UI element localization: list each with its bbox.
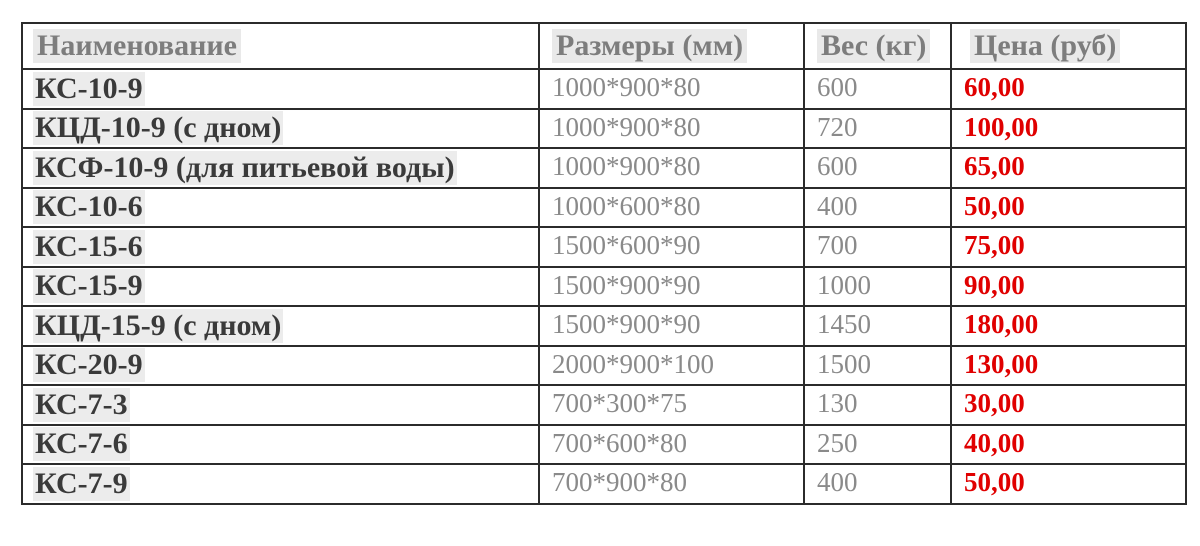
cell-weight: 1000 [804,267,951,307]
cell-price: 60,00 [951,69,1186,109]
table-row [22,109,1186,149]
header-price: Цена (руб) [951,23,1186,69]
cell-name: КС-15-9 [22,267,539,307]
price-table [21,22,1187,505]
cell-size: 2000*900*100 [539,346,804,386]
table-row [22,346,1186,386]
cell-name: КС-10-6 [22,188,539,228]
cell-weight: 1500 [804,346,951,386]
cell-price: 75,00 [951,227,1186,267]
header-size: Размеры (мм) [539,23,804,69]
cell-weight: 700 [804,227,951,267]
cell-price: 40,00 [951,425,1186,465]
cell-price: 50,00 [951,188,1186,228]
cell-weight: 720 [804,109,951,149]
cell-price: 100,00 [951,109,1186,149]
cell-name: КС-7-3 [22,385,539,425]
table-row [22,188,1186,228]
cell-weight: 400 [804,464,951,504]
cell-size: 1000*900*80 [539,69,804,109]
table-row [22,227,1186,267]
cell-size: 1500*900*90 [539,306,804,346]
cell-name: КЦД-10-9 (с дном) [22,109,539,149]
cell-size: 700*600*80 [539,425,804,465]
cell-weight: 1450 [804,306,951,346]
cell-size: 1000*600*80 [539,188,804,228]
cell-size: 700*300*75 [539,385,804,425]
cell-size: 1000*900*80 [539,148,804,188]
cell-price: 30,00 [951,385,1186,425]
table-row [22,148,1186,188]
cell-weight: 250 [804,425,951,465]
table-row [22,385,1186,425]
cell-size: 1000*900*80 [539,109,804,149]
cell-name: КС-20-9 [22,346,539,386]
cell-weight: 600 [804,148,951,188]
cell-name: КЦД-15-9 (с дном) [22,306,539,346]
cell-price: 90,00 [951,267,1186,307]
table-row [22,425,1186,465]
cell-size: 1500*900*90 [539,267,804,307]
cell-name: КСФ-10-9 (для питьевой воды) [22,148,539,188]
cell-price: 180,00 [951,306,1186,346]
cell-name: КС-15-6 [22,227,539,267]
header-weight: Вес (кг) [804,23,951,69]
table-row [22,464,1186,504]
cell-size: 700*900*80 [539,464,804,504]
cell-name: КС-7-9 [22,464,539,504]
cell-price: 50,00 [951,464,1186,504]
header-name: Наименование [22,23,539,69]
table-row [22,267,1186,307]
cell-name: КС-7-6 [22,425,539,465]
cell-weight: 600 [804,69,951,109]
cell-name: КС-10-9 [22,69,539,109]
cell-weight: 130 [804,385,951,425]
cell-price: 65,00 [951,148,1186,188]
table-row [22,69,1186,109]
cell-weight: 400 [804,188,951,228]
cell-size: 1500*600*90 [539,227,804,267]
table-header-row [22,23,1186,69]
table-row [22,306,1186,346]
cell-price: 130,00 [951,346,1186,386]
